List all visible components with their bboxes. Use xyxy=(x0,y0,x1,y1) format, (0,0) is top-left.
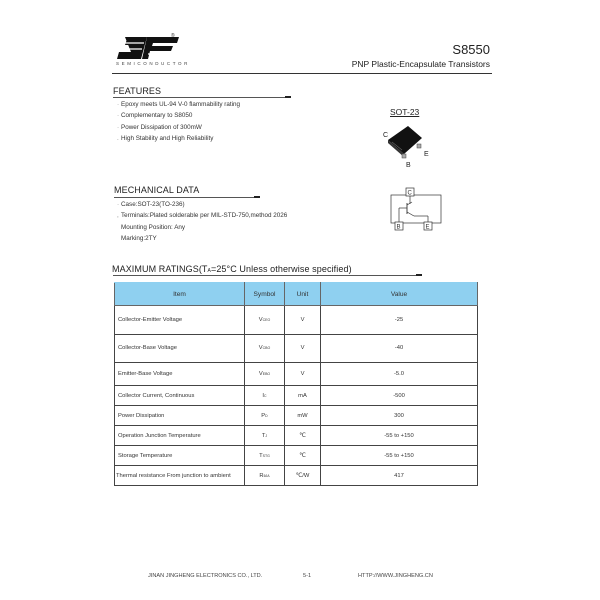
cell-symbol: TSTG xyxy=(245,446,285,466)
cell-unit: mA xyxy=(285,386,321,406)
cell-item: Operation Junction Temperature xyxy=(115,426,245,446)
column-header-value: Value xyxy=(321,283,478,306)
registered-mark: ® xyxy=(171,33,175,39)
svg-text:E: E xyxy=(425,224,430,231)
cell-item: Collector-Base Voltage xyxy=(115,334,245,363)
header-divider xyxy=(112,73,492,74)
list-item: · Power Dissipation of 300mW xyxy=(117,123,202,131)
mechanical-list xyxy=(117,199,287,244)
column-header-symbol: Symbol xyxy=(245,283,285,306)
cell-unit: mW xyxy=(285,406,321,426)
table-row xyxy=(115,406,478,426)
part-description: PNP Plastic-Encapsulate Transistors xyxy=(351,59,490,69)
ratings-table xyxy=(114,282,478,486)
footer-page-number: 5-1 xyxy=(303,573,312,579)
table-header-row xyxy=(115,283,478,306)
cell-symbol: IC xyxy=(245,386,285,406)
svg-text:B: B xyxy=(406,162,411,169)
cell-symbol: RθJA xyxy=(245,466,285,486)
svg-text:E: E xyxy=(424,151,429,158)
transistor-schematic-icon xyxy=(385,186,445,234)
cell-value: -55 to +150 xyxy=(321,446,478,466)
sot23-package-icon xyxy=(378,120,438,172)
cell-symbol: VCBO xyxy=(245,334,285,363)
mechanical-divider xyxy=(114,197,260,198)
table-row xyxy=(115,386,478,406)
company-logo-icon xyxy=(117,37,179,59)
cell-symbol: PD xyxy=(245,406,285,426)
ratings-divider xyxy=(113,275,421,276)
table-row xyxy=(115,306,478,335)
logo-subtitle: SEMICONDUCTOR xyxy=(116,61,190,66)
mechanical-heading: MECHANICAL DATA xyxy=(114,185,200,195)
cell-unit: V xyxy=(285,363,321,386)
cell-value: -5.0 xyxy=(321,363,478,386)
package-label: SOT-23 xyxy=(390,107,420,117)
table-row xyxy=(115,334,478,363)
cell-item: Emitter-Base Voltage xyxy=(115,363,245,386)
cell-item: Storage Temperature xyxy=(115,446,245,466)
section-marker xyxy=(416,274,422,276)
list-item: · Epoxy meets UL-94 V-0 flammability rating xyxy=(117,101,240,108)
cell-unit: ℃ xyxy=(285,426,321,446)
cell-unit: ℃/W xyxy=(285,466,321,486)
cell-item: Collector-Emitter Voltage xyxy=(115,306,245,335)
cell-value: 417 xyxy=(321,466,478,486)
features-divider xyxy=(113,97,291,98)
cell-item: Thermal resistance From junction to ambient xyxy=(115,466,245,486)
cell-symbol: VCEO xyxy=(245,306,285,335)
table-row xyxy=(115,426,478,446)
column-header-item: Item xyxy=(115,283,245,306)
table-row xyxy=(115,446,478,466)
ratings-heading: MAXIMUM RATINGS(TA=25°C Unless otherwise specified) xyxy=(112,264,352,274)
list-item: · Case:SOT-23(TO-236) xyxy=(117,201,185,208)
svg-text:C: C xyxy=(407,190,412,197)
features-heading: FEATURES xyxy=(113,86,162,96)
cell-value: 300 xyxy=(321,406,478,426)
cell-value: -55 to +150 xyxy=(321,426,478,446)
footer-url: HTTP://WWW.JINGHENG.CN xyxy=(358,573,433,579)
svg-text:C: C xyxy=(383,132,389,139)
svg-text:B: B xyxy=(396,224,401,231)
list-item: Marking:2TY xyxy=(121,234,157,242)
section-marker xyxy=(254,196,260,198)
table-row xyxy=(115,466,478,486)
list-item: , Terminals:Plated solderable per MIL-STD-750,method 2026 xyxy=(117,212,288,220)
section-marker xyxy=(285,96,291,98)
cell-unit: V xyxy=(285,334,321,363)
column-header-unit: Unit xyxy=(285,283,321,306)
cell-unit: ℃ xyxy=(285,446,321,466)
cell-value: -25 xyxy=(321,306,478,335)
cell-value: -40 xyxy=(321,334,478,363)
footer-company: JINAN JINGHENG ELECTRONICS CO., LTD. xyxy=(148,573,263,579)
features-list xyxy=(117,99,240,144)
list-item: · Complementary to S8050 xyxy=(117,112,193,120)
table-row xyxy=(115,363,478,386)
list-item: . High Stability and High Reliability xyxy=(117,134,214,142)
cell-item: Power Dissipation xyxy=(115,406,245,426)
part-number-title: S8550 xyxy=(452,42,490,57)
cell-symbol: TJ xyxy=(245,426,285,446)
list-item: Mounting Position: Any xyxy=(121,223,186,231)
cell-item: Collector Current, Continuous xyxy=(115,386,245,406)
cell-unit: V xyxy=(285,306,321,335)
cell-value: -500 xyxy=(321,386,478,406)
cell-symbol: VEBO xyxy=(245,363,285,386)
